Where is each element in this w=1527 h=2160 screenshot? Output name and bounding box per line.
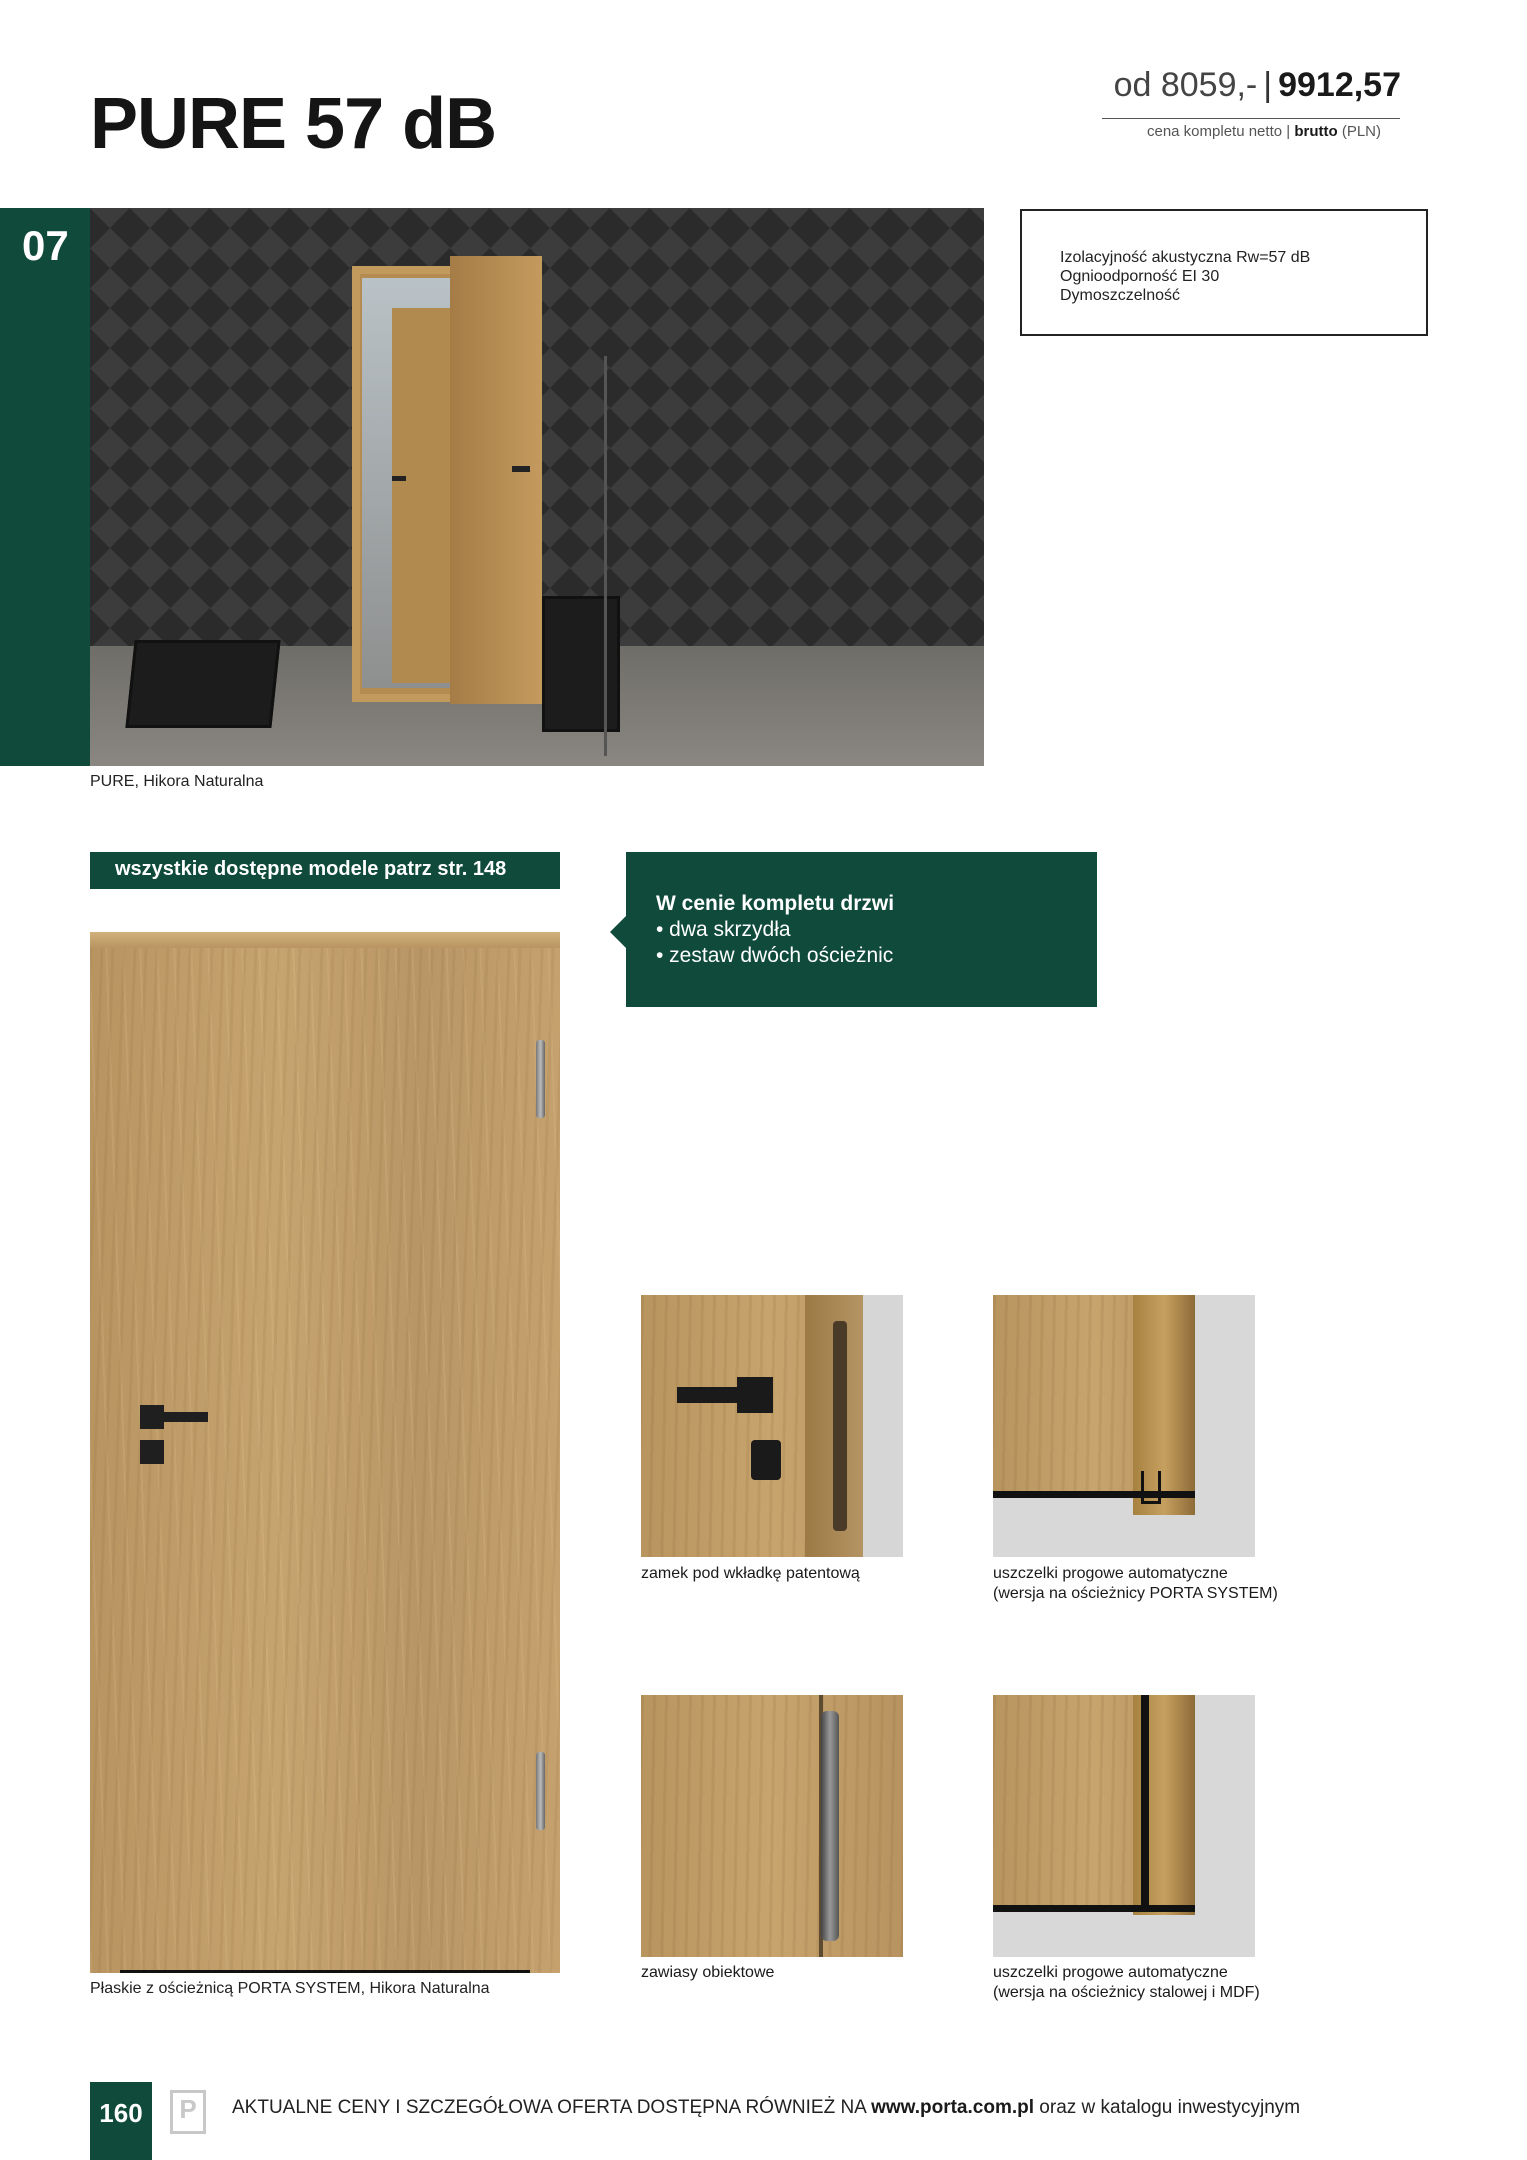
spec-fire: Ognioodporność EI 30 [1060, 268, 1220, 285]
includes-item: • dwa skrzydła [656, 918, 791, 941]
price-divider [1102, 118, 1400, 119]
caption-separator: | [1286, 123, 1291, 140]
detail-seal-porta-line1: uszczelki progowe automatyczne [993, 1565, 1228, 1582]
page-number: 160 [99, 2098, 143, 2128]
detail-hinge-caption: zawiasy obiektowe [641, 1964, 775, 1981]
hero-caption: PURE, Hikora Naturalna [90, 773, 264, 790]
price-line [1114, 68, 1401, 102]
door-hinge-bottom [536, 1752, 545, 1830]
detail-lock-photo [641, 1295, 903, 1557]
includes-arrow [610, 916, 626, 948]
models-banner-text: wszystkie dostępne modele patrz str. 148 [115, 858, 507, 880]
detail-lock-cylinder [751, 1440, 781, 1480]
detail-seal-steel-caption [993, 1963, 1260, 2003]
includes-item: • zestaw dwóch ościeżnic [656, 944, 894, 967]
door-lock-cylinder [140, 1440, 164, 1464]
footer-note [232, 2097, 1300, 2119]
detail-lock-faceplate [833, 1321, 847, 1531]
price-gross: 9912,57 [1278, 66, 1401, 104]
section-number: 07 [22, 222, 69, 269]
detail-seal-porta-photo [993, 1295, 1255, 1557]
detail-hinge-barrel [821, 1711, 839, 1941]
detail-seal-porta-line2: (wersja na ościeżnicy PORTA SYSTEM) [993, 1585, 1278, 1602]
detail-seal-steel-photo [993, 1695, 1255, 1957]
door-hinge-top [536, 1040, 545, 1118]
detail-lock-caption: zamek pod wkładkę patentową [641, 1565, 860, 1582]
door-caption: Płaskie z ościeżnicą PORTA SYSTEM, Hikora Naturalna [90, 1980, 490, 1997]
page-title: PURE 57 dB [90, 84, 497, 164]
caption-currency: (PLN) [1341, 123, 1381, 140]
porta-logo-letter: P [179, 2094, 197, 2124]
price-caption [1147, 123, 1381, 140]
detail-seal-frame-edge [1141, 1695, 1149, 1909]
detail-seal-steel-line1: uszczelki progowe automatyczne [993, 1964, 1228, 1981]
hero-microphone-stand [604, 356, 607, 756]
section-tab [0, 208, 90, 766]
hero-door-handle [512, 466, 530, 472]
price-separator: | [1263, 66, 1273, 104]
detail-hinge-photo [641, 1695, 903, 1957]
door-handle-rose [140, 1405, 164, 1429]
price-from: od 8059,- [1113, 66, 1258, 104]
spec-box [1020, 209, 1428, 336]
footer-link[interactable]: www.porta.com.pl [871, 2097, 1035, 2118]
caption-netto: cena kompletu netto [1146, 123, 1283, 140]
hero-speaker-left [125, 640, 280, 728]
detail-lock-background [863, 1295, 903, 1557]
door-top-edge [90, 932, 560, 948]
footer-text-after: oraz w katalogu inwestycyjnym [1034, 2097, 1301, 2118]
detail-seal-notch [1141, 1471, 1161, 1504]
includes-title: W cenie kompletu drzwi [656, 892, 895, 915]
caption-brutto: brutto [1294, 123, 1338, 140]
spec-smoke: Dymoszczelność [1060, 287, 1181, 304]
footer-text-before: AKTUALNE CENY I SZCZEGÓŁOWA OFERTA DOSTĘPNA RÓWNIEŻ NA [232, 2097, 872, 2118]
hero-door-leaf-open [450, 256, 542, 704]
detail-seal-porta-caption [993, 1564, 1278, 1604]
hero-speaker-right [542, 596, 620, 732]
detail-seal-steel-line2: (wersja na ościeżnicy stalowej i MDF) [993, 1984, 1260, 2001]
hero-photo [90, 208, 984, 766]
hero-door-handle-inner [392, 476, 406, 481]
spec-acoustic: Izolacyjność akustyczna Rw=57 dB [1060, 249, 1311, 266]
detail-seal-strip [993, 1491, 1195, 1498]
door-bottom-edge [120, 1970, 530, 1973]
detail-lock-rose [737, 1377, 773, 1413]
detail-seal-strip [993, 1905, 1195, 1912]
